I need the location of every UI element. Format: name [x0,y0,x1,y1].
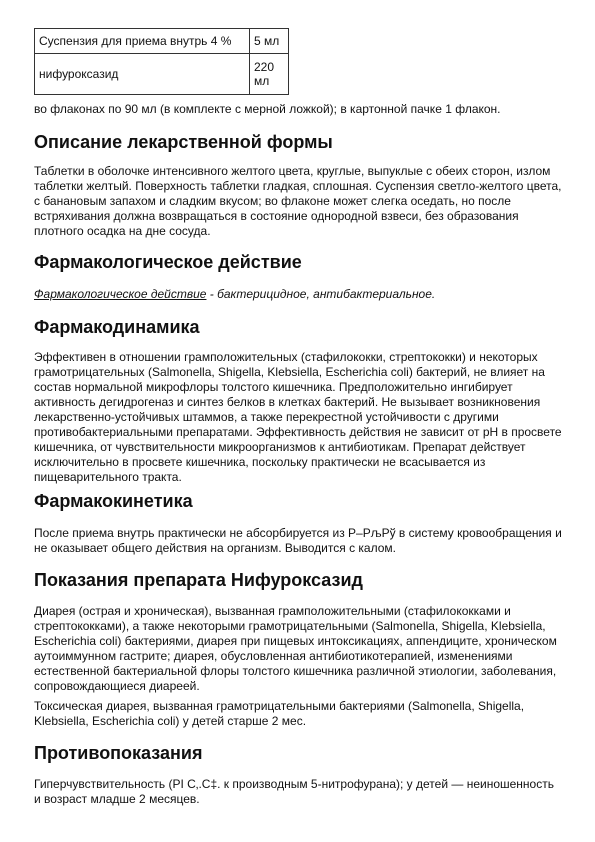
table-cell-value: 220 мл [250,54,289,95]
form-description-text: Таблетки в оболочке интенсивного желтого цвета, круглые, выпуклые с обеих сторон, излом таблетки желтый. Поверхность таблетки гладкая, сплошная. Суспензия светло-желтого цвета, с банановым запахом и сладким вкусом; во флаконе может слегка оседать, но после встряхивания должна возвращаться в состояние однородной взвеси, без образования плотного осадка на дне сосуда. [34,164,562,238]
heading-indications: Показания препарата Нифуроксазид [34,570,363,590]
table-cell-value: 5 мл [250,29,289,54]
contraindications-text: Гиперчувствительность (РІ С‚.С‡. к производным 5-нитрофурана); у детей — неиношенность и возраст младше 2 месяцев. [34,777,554,806]
pharm-action-paragraph [34,287,562,302]
pharm-action-text: - бактерицидное, антибактериальное. [206,287,436,301]
heading-pharm-action: Фармакологическое действие [34,252,302,272]
heading-form-description: Описание лекарственной формы [34,132,333,152]
packaging-text: во флаконах по 90 мл (в комплекте с мерной ложкой); в картонной пачке 1 флакон. [34,102,501,116]
pharmacodynamics-text: Эффективен в отношении грамположительных (стафилококки, стрептококки) и некоторых грамотрицательных (Salmonella, Shigella, Klebsiella, Escherichia coli) бактерий, не влияет на состав нормальной микрофлоры толстого кишечника. Предположительно ингибирует активность дегидрогеназ и синтез белков в клетках бактерий. Не вызывает возникновения лекарственно-устойчивых штаммов, а также перекрестной устойчивости с другими противобактериальными препаратами. Эффективность действия не зависит от pH в просвете кишечника, от чувствительности микроорганизмов к антибиотикам. Препарат действует исключительно в просвете кишечника, поскольку практически не всасывается из пищеварительного тракта. [34,350,562,484]
composition-table [34,28,289,95]
indications-text-2: Токсическая диарея, вызванная грамотрицательными бактериями (Salmonella, Shigella, Klebsiella, Escherichia coli) у детей старше 2 мес. [34,699,525,728]
table-row [35,29,289,54]
heading-pharmacodynamics: Фармакодинамика [34,317,200,337]
indications-text-1: Диарея (острая и хроническая), вызванная грамположительными (стафилококками и стрептококками), а также некоторыми грамотрицательными (Salmonella, Shigella, Klebsiella, Escherichia coli) бактериями, диарея при пищевых интоксикациях, аппендиците, хроническом аутоиммунном гастрите; диарея, обусловленная антибиотикотерапией, изменениями естественной бактериальной флоры толстого кишечника различной этиологии, заболевания, сопровождающиеся диареей. [34,604,557,693]
heading-contraindications: Противопоказания [34,743,203,763]
heading-pharmacokinetics: Фармакокинетика [34,491,193,511]
pharm-action-link[interactable]: Фармакологическое действие [34,287,207,301]
pharmacokinetics-text: После приема внутрь практически не абсорбируется из Р–РљРў в систему кровообращения и не оказывает общего действия на организм. Выводится с калом. [34,526,562,555]
table-row [35,54,289,95]
table-cell-name: нифуроксазид [35,54,250,95]
table-cell-name: Суспензия для приема внутрь 4 % [35,29,250,54]
